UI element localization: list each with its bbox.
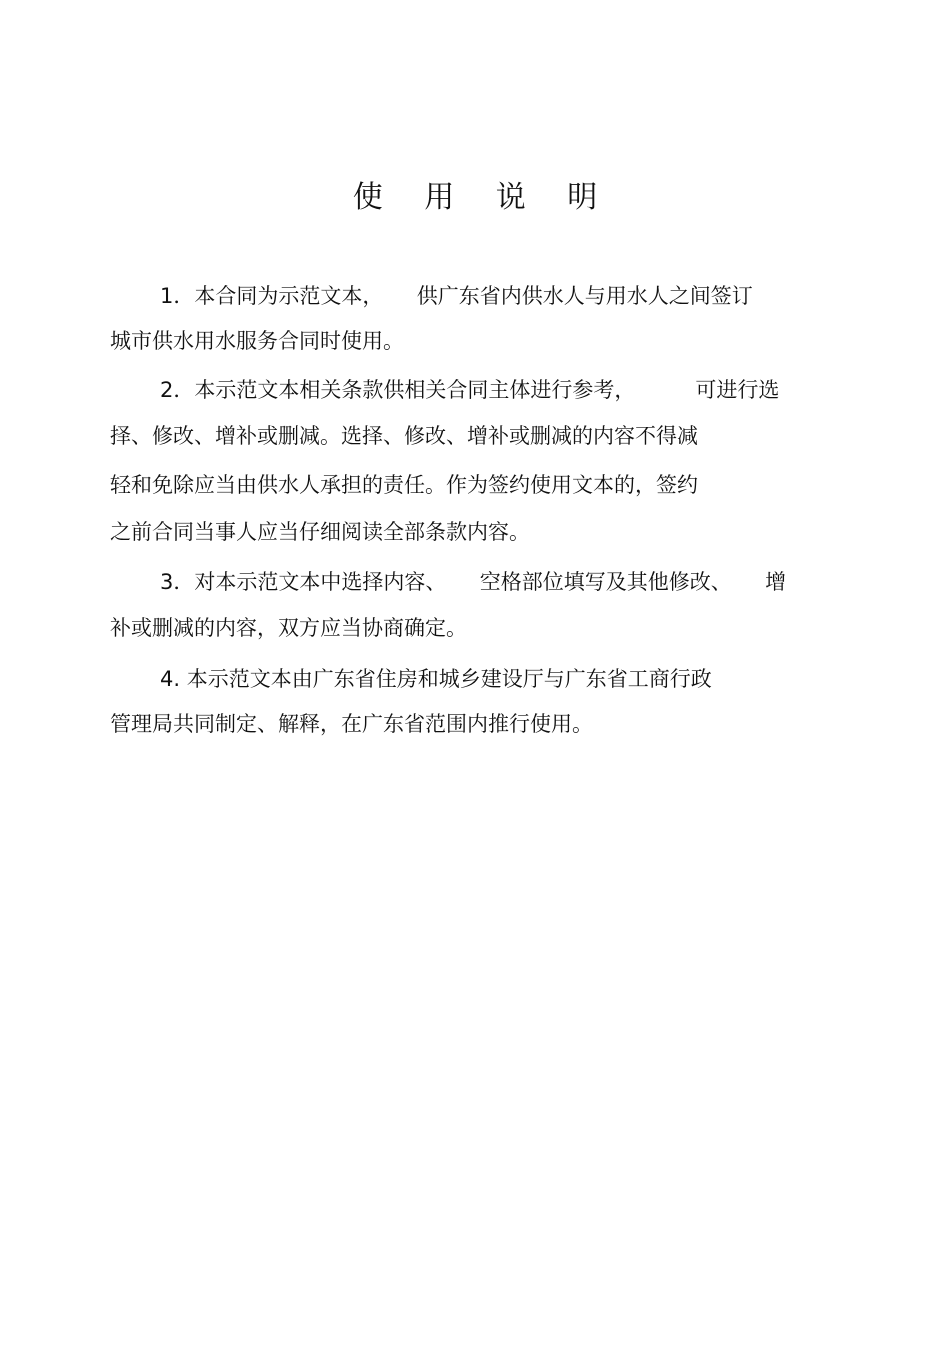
item-3-line-2: 补或删减的内容，双方应当协商确定。 bbox=[110, 616, 467, 640]
item-2-line-4: 之前合同当事人应当仔细阅读全部条款内容。 bbox=[110, 520, 530, 544]
item-1-line-1: 1．本合同为示范文本， 供广东省内供水人与用水人之间签订 bbox=[160, 284, 753, 308]
item-2-line-1: 2．本示范文本相关条款供相关合同主体进行参考， 可进行选 bbox=[160, 378, 780, 402]
item-1-line-2: 城市供水用水服务合同时使用。 bbox=[110, 329, 404, 353]
item-3-line-1: 3．对本示范文本中选择内容、 空格部位填写及其他修改、 增 bbox=[160, 570, 787, 594]
item-4-line-1: 4. 本示范文本由广东省住房和城乡建设厅与广东省工商行政 bbox=[160, 667, 712, 691]
item-4-line-2: 管理局共同制定、解释，在广东省范围内推行使用。 bbox=[110, 712, 593, 736]
item-2-line-3: 轻和免除应当由供水人承担的责任。作为签约使用文本的，签约 bbox=[110, 473, 698, 497]
page-title: 使 用 说 明 bbox=[352, 180, 614, 215]
item-2-line-2: 择、修改、增补或删减。选择、修改、增补或删减的内容不得减 bbox=[110, 424, 698, 448]
